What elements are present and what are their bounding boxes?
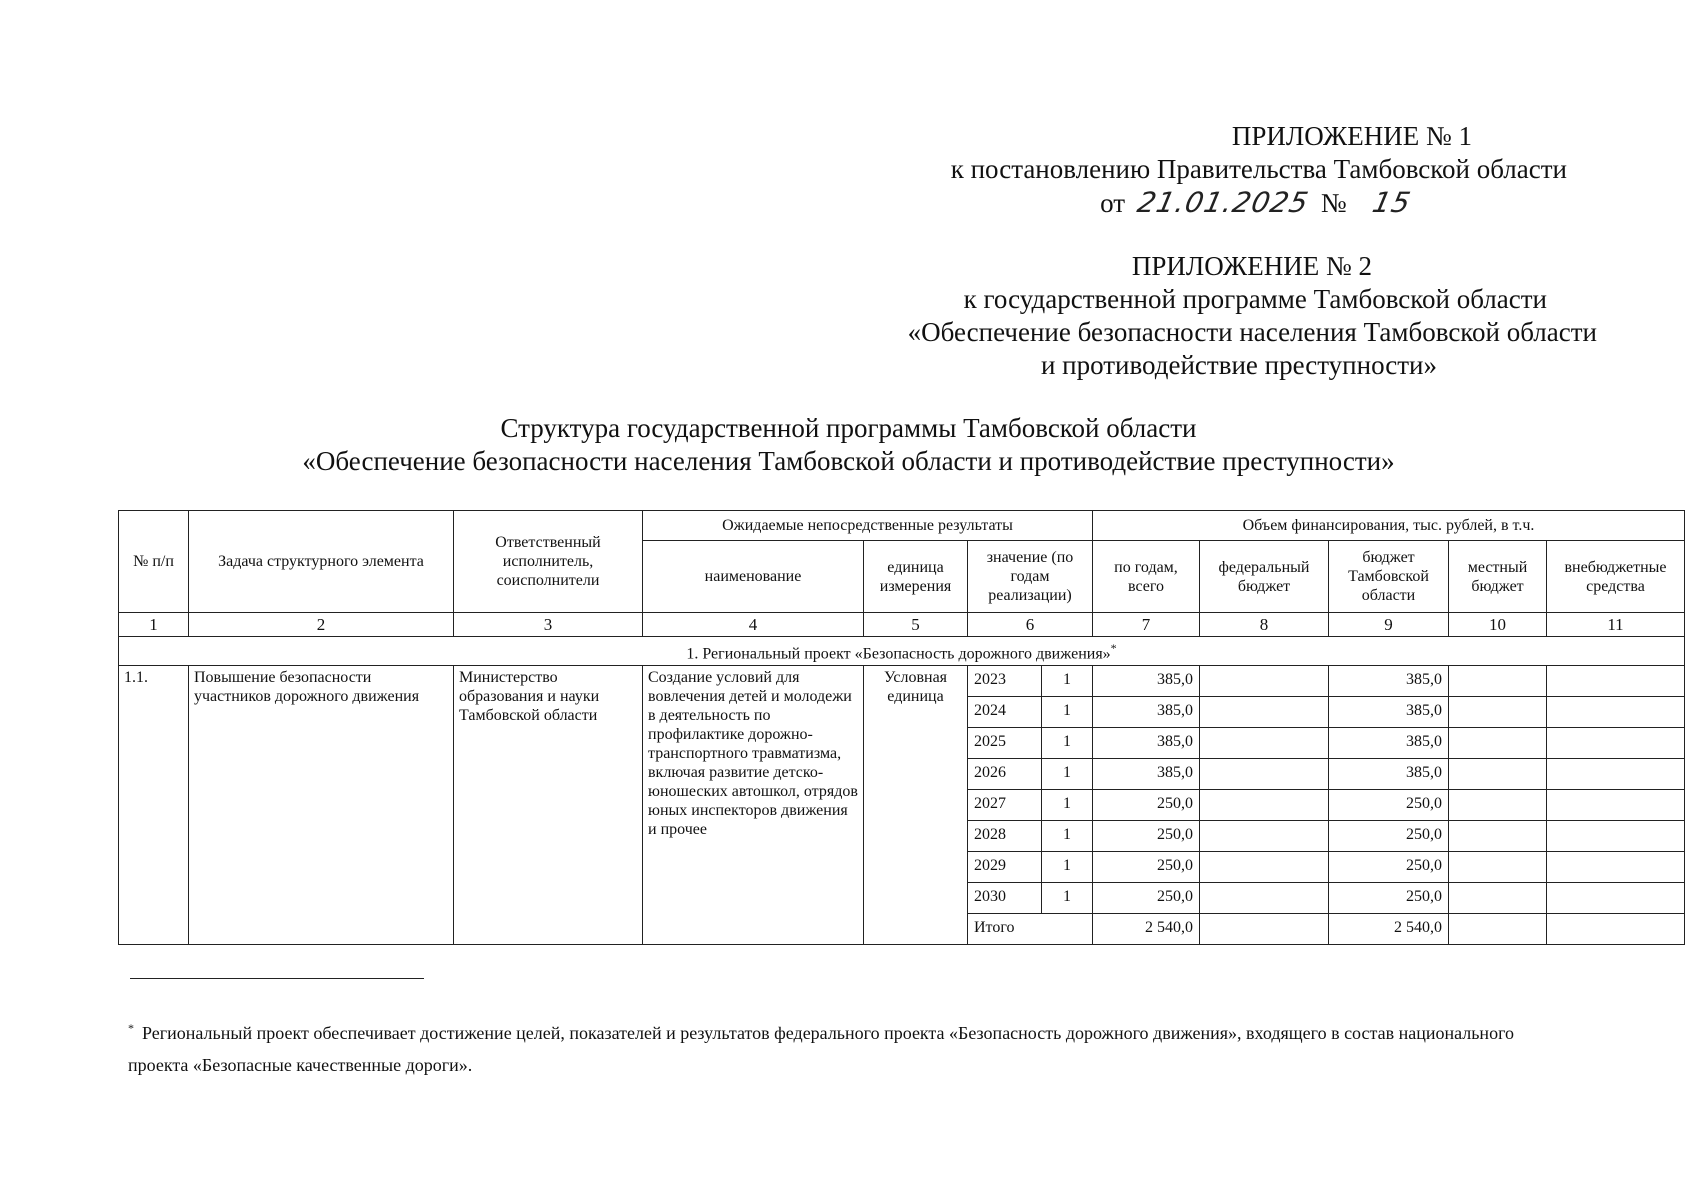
- header-num: № п/п: [119, 511, 189, 613]
- extra-cell: [1547, 728, 1685, 759]
- col-number: 10: [1449, 613, 1547, 637]
- local-cell: [1449, 883, 1547, 914]
- section-row: [119, 637, 1685, 666]
- local-cell: [1449, 697, 1547, 728]
- header-responsible: Ответственный исполнитель, соисполнители: [454, 511, 643, 613]
- local-cell: [1449, 821, 1547, 852]
- regional-cell: 250,0: [1329, 790, 1449, 821]
- federal-cell: [1200, 728, 1329, 759]
- appendix-2-header: [908, 250, 1597, 382]
- date-prefix: от: [1100, 188, 1126, 218]
- value-cell: 1: [1042, 728, 1093, 759]
- extra-cell: [1547, 821, 1685, 852]
- value-cell: 1: [1042, 666, 1093, 697]
- total-federal-cell: [1200, 914, 1329, 945]
- col-number: 5: [864, 613, 968, 637]
- extra-cell: [1547, 883, 1685, 914]
- total-cell: 250,0: [1093, 852, 1200, 883]
- header-federal: федеральный бюджет: [1200, 541, 1329, 613]
- federal-cell: [1200, 759, 1329, 790]
- footnote-divider: [130, 978, 424, 979]
- col-number: 6: [968, 613, 1093, 637]
- header-by-years: по годам, всего: [1093, 541, 1200, 613]
- col-number: 7: [1093, 613, 1200, 637]
- footnote-text: Региональный проект обеспечивает достижение целей, показателей и результатов федерального проекта «Безопасность дорожного движения», входящего в состав национального проекта «Безопасные качественные дороги».: [128, 1023, 1514, 1075]
- row-result-name: Создание условий для вовлечения детей и молодежи в деятельность по профилактике дорожно-транспортного травматизма, включая развитие детско-юношеских автошкол, отрядов юных инспекторов движения и прочее: [643, 666, 864, 945]
- section-footnote-mark: *: [1110, 641, 1117, 655]
- year-rows: [119, 666, 1685, 945]
- appendix-1-header: [951, 120, 1567, 220]
- federal-cell: [1200, 821, 1329, 852]
- total-cell: 250,0: [1093, 790, 1200, 821]
- handwritten-date: 21.01.2025: [1134, 186, 1312, 219]
- extra-cell: [1547, 759, 1685, 790]
- structure-table-wrapper: [118, 510, 1684, 945]
- col-number: 4: [643, 613, 864, 637]
- document-title-line1: Структура государственной программы Тамбовской области: [500, 413, 1197, 443]
- handwritten-number: 15: [1369, 186, 1415, 219]
- col-number: 9: [1329, 613, 1449, 637]
- header-name: наименование: [643, 541, 864, 613]
- value-cell: 1: [1042, 790, 1093, 821]
- row-num: 1.1.: [119, 666, 189, 945]
- footnote-mark: *: [128, 1021, 134, 1035]
- federal-cell: [1200, 883, 1329, 914]
- year-cell: 2030: [968, 883, 1042, 914]
- col-number: 11: [1547, 613, 1685, 637]
- regional-cell: 250,0: [1329, 852, 1449, 883]
- regional-cell: 385,0: [1329, 666, 1449, 697]
- local-cell: [1449, 759, 1547, 790]
- regional-cell: 385,0: [1329, 728, 1449, 759]
- federal-cell: [1200, 790, 1329, 821]
- value-cell: 1: [1042, 852, 1093, 883]
- number-prefix: №: [1320, 188, 1347, 218]
- total-cell: 385,0: [1093, 697, 1200, 728]
- col-number: 3: [454, 613, 643, 637]
- total-label: Итого: [968, 914, 1093, 945]
- header-local: местный бюджет: [1449, 541, 1547, 613]
- extra-cell: [1547, 852, 1685, 883]
- regional-cell: 250,0: [1329, 821, 1449, 852]
- regional-cell: 385,0: [1329, 759, 1449, 790]
- col-number: 8: [1200, 613, 1329, 637]
- year-cell: 2028: [968, 821, 1042, 852]
- year-cell: 2024: [968, 697, 1042, 728]
- total-sum-cell: 2 540,0: [1093, 914, 1200, 945]
- total-cell: 385,0: [1093, 666, 1200, 697]
- document-title: [0, 412, 1697, 478]
- regional-cell: 250,0: [1329, 883, 1449, 914]
- total-regional-cell: 2 540,0: [1329, 914, 1449, 945]
- year-cell: 2026: [968, 759, 1042, 790]
- local-cell: [1449, 790, 1547, 821]
- appendix-2-line3: и противодействие преступности»: [1040, 350, 1437, 380]
- row-responsible: Министерство образования и науки Тамбовской области: [454, 666, 643, 945]
- appendix-1-line1: к постановлению Правительства Тамбовской области: [950, 154, 1567, 184]
- federal-cell: [1200, 852, 1329, 883]
- header-extra: внебюджетные средства: [1547, 541, 1685, 613]
- col-number: 1: [119, 613, 189, 637]
- value-cell: 1: [1042, 759, 1093, 790]
- appendix-1-title: ПРИЛОЖЕНИЕ № 1: [1231, 121, 1472, 151]
- local-cell: [1449, 666, 1547, 697]
- year-cell: 2029: [968, 852, 1042, 883]
- year-cell: 2023: [968, 666, 1042, 697]
- federal-cell: [1200, 697, 1329, 728]
- footnote: [128, 1012, 1578, 1081]
- header-unit: единица измерения: [864, 541, 968, 613]
- document-title-line2: «Обеспечение безопасности населения Тамбовской области и противодействие преступности»: [302, 446, 1395, 476]
- column-numbers-row: [119, 613, 1685, 637]
- header-regional: бюджет Тамбовской области: [1329, 541, 1449, 613]
- total-cell: 250,0: [1093, 821, 1200, 852]
- appendix-2-line2: «Обеспечение безопасности населения Тамбовской области: [907, 317, 1597, 347]
- total-extra-cell: [1547, 914, 1685, 945]
- value-cell: 1: [1042, 821, 1093, 852]
- header-financing: Объем финансирования, тыс. рублей, в т.ч.: [1093, 511, 1685, 541]
- row-unit: Условная единица: [864, 666, 968, 945]
- appendix-1-date-line: [951, 186, 1417, 220]
- regional-cell: 385,0: [1329, 697, 1449, 728]
- value-cell: 1: [1042, 883, 1093, 914]
- year-row: [119, 666, 1685, 697]
- total-cell: 385,0: [1093, 759, 1200, 790]
- value-cell: 1: [1042, 697, 1093, 728]
- appendix-2-title: ПРИЛОЖЕНИЕ № 2: [1131, 251, 1372, 281]
- total-cell: 250,0: [1093, 883, 1200, 914]
- extra-cell: [1547, 697, 1685, 728]
- header-expected-results: Ожидаемые непосредственные результаты: [643, 511, 1093, 541]
- col-number: 2: [189, 613, 454, 637]
- header-value: значение (по годам реализации): [968, 541, 1093, 613]
- local-cell: [1449, 728, 1547, 759]
- extra-cell: [1547, 790, 1685, 821]
- year-cell: 2027: [968, 790, 1042, 821]
- appendix-2-line1: к государственной программе Тамбовской области: [963, 284, 1547, 314]
- federal-cell: [1200, 666, 1329, 697]
- header-task: Задача структурного элемента: [189, 511, 454, 613]
- total-cell: 385,0: [1093, 728, 1200, 759]
- total-local-cell: [1449, 914, 1547, 945]
- extra-cell: [1547, 666, 1685, 697]
- section-title: 1. Региональный проект «Безопасность дорожного движения»: [686, 645, 1111, 663]
- section-title-cell: [119, 637, 1685, 666]
- local-cell: [1449, 852, 1547, 883]
- row-task: Повышение безопасности участников дорожного движения: [189, 666, 454, 945]
- structure-table: [118, 510, 1685, 945]
- year-cell: 2025: [968, 728, 1042, 759]
